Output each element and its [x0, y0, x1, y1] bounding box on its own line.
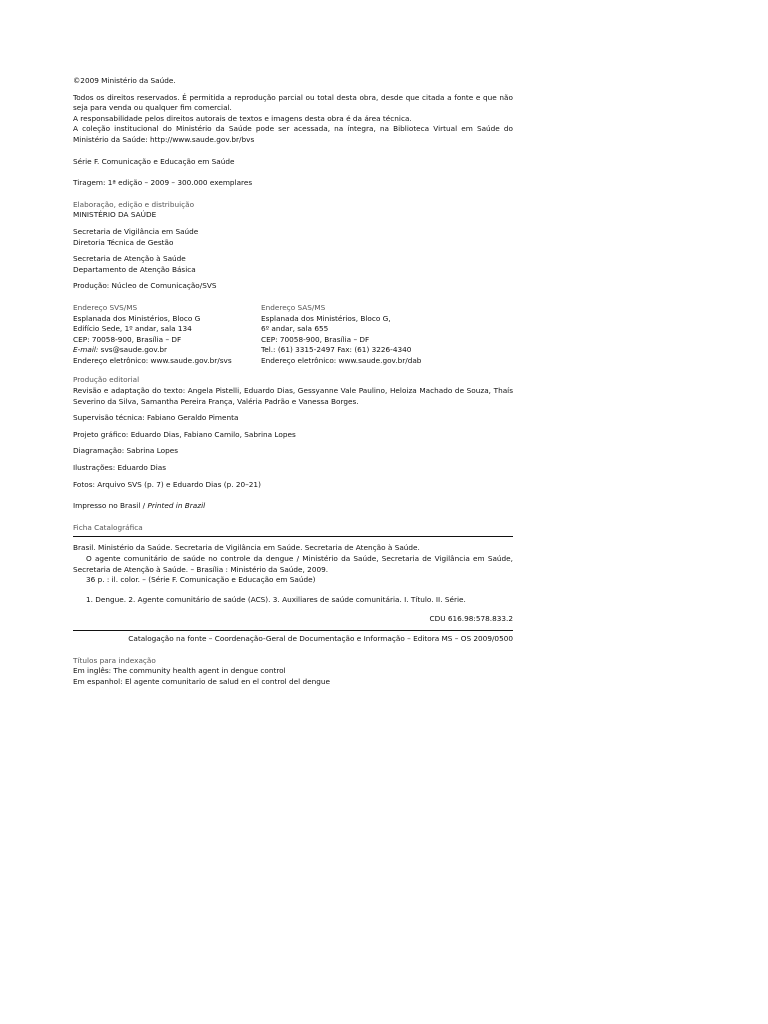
titulos-heading: Títulos para indexação: [73, 655, 156, 665]
secretaria-sas: Secretaria de Atenção à Saúde: [73, 254, 186, 264]
diagramacao-line: Diagramação: Sabrina Lopes: [73, 446, 179, 456]
address-svs-email: [73, 345, 261, 356]
address-svs-web: Endereço eletrônico: www.saude.gov.br/svs: [73, 355, 232, 365]
departamento-atencao-basica: Departamento de Atenção Básica: [73, 264, 196, 274]
catalogacao-line: Catalogação na fonte – Coordenação-Geral de Documentação e Informação – Editora MS – OS 2009/0500: [128, 633, 513, 643]
address-sas-web: Endereço eletrônico: www.saude.gov.br/dab: [261, 355, 422, 365]
copyright-line: ©2009 Ministério da Saúde.: [73, 76, 176, 85]
address-svs-line: CEP: 70058-900, Brasília – DF: [73, 334, 182, 344]
impresso-en: Printed in Brazil: [147, 501, 206, 511]
address-svs-line: Esplanada dos Ministérios, Bloco G: [73, 313, 201, 323]
ficha-cdu: CDU 616.98:578.833.2: [429, 614, 513, 624]
ficha-bottom-rule: [73, 630, 513, 631]
address-sas-heading: Endereço SAS/MS: [261, 302, 326, 312]
titulo-espanhol: Em espanhol: El agente comunitario de salud en el control del dengue: [73, 676, 330, 686]
tiragem-line: Tiragem: 1ª edição – 2009 – 300.000 exemplares: [73, 178, 253, 188]
address-sas-line: 6º andar, sala 655: [261, 324, 329, 334]
address-sas-line: Tel.: (61) 3315-2497 Fax: (61) 3226-4340: [261, 345, 412, 355]
elaboracao-heading: Elaboração, edição e distribuição: [73, 199, 195, 209]
addresses-block: [73, 303, 513, 367]
address-svs-line: Edifício Sede, 1º andar, sala 134: [73, 324, 192, 334]
ficha-heading: Ficha Catalográfica: [73, 522, 143, 532]
ficha-top-rule: [73, 536, 513, 537]
ficha-catalografica: [73, 543, 513, 625]
projeto-grafico-line: Projeto gráfico: Eduardo Dias, Fabiano Camilo, Sabrina Lopes: [73, 429, 296, 439]
rights-paragraph-3: A coleção institucional do Ministério da Saúde pode ser acessada, na íntegra, na Biblioteca Virtual em Saúde do Ministério da Saúde: http://www.saude.gov.br/bvs: [73, 124, 513, 144]
supervisao-line: Supervisão técnica: Fabiano Geraldo Pimenta: [73, 413, 239, 423]
copyright-page-content: [73, 76, 513, 687]
impresso-line: [73, 501, 513, 512]
impresso-pt: Impresso no Brasil /: [73, 501, 148, 511]
series-line: Série F. Comunicação e Educação em Saúde: [73, 156, 235, 166]
org-name: MINISTÉRIO DA SAÚDE: [73, 210, 157, 220]
ficha-entry-main: Brasil. Ministério da Saúde. Secretaria de Vigilância em Saúde. Secretaria de Atenção à Saúde.: [73, 543, 420, 553]
ilustracoes-line: Ilustrações: Eduardo Dias: [73, 463, 167, 473]
address-svs-heading: Endereço SVS/MS: [73, 302, 138, 312]
rights-paragraph-1: Todos os direitos reservados. É permitida a reprodução parcial ou total desta obra, desde que citada a fonte e que não seja para venda ou qualquer fim comercial.: [73, 92, 513, 113]
email-value: svs@saude.gov.br: [98, 345, 168, 355]
address-sas-line: CEP: 70058-900, Brasília – DF: [261, 334, 370, 344]
revisao-line: Revisão e adaptação do texto: Angela Pistelli, Eduardo Dias, Gessyanne Vale Paulino, Heloiza Machado de Souza, Thaís Severino da Silva, Samantha Pereira França, Valéria Padrão e Vanessa Borges.: [73, 386, 513, 406]
rights-paragraph-2: A responsabilidade pelos direitos autorais de textos e imagens desta obra é da área técnica.: [73, 113, 412, 123]
secretaria-svs: Secretaria de Vigilância em Saúde: [73, 226, 199, 236]
address-sas: [261, 303, 513, 367]
address-svs: [73, 303, 261, 367]
producao-line: Produção: Núcleo de Comunicação/SVS: [73, 281, 217, 291]
ficha-entry-title: O agente comunitário de saúde no controle da dengue / Ministério da Saúde, Secretaria de Vigilância em Saúde, Secretaria de Atenção à Saúde. – Brasília : Ministério da Saúde, 2009.: [73, 554, 513, 574]
fotos-line: Fotos: Arquivo SVS (p. 7) e Eduardo Dias (p. 20–21): [73, 479, 261, 489]
titulo-ingles: Em inglês: The community health agent in dengue control: [73, 666, 286, 676]
address-sas-line: Esplanada dos Ministérios, Bloco G,: [261, 313, 391, 323]
ficha-subjects: 1. Dengue. 2. Agente comunitário de saúde (ACS). 3. Auxiliares de saúde comunitária. I. Título. II. Série.: [86, 594, 466, 604]
email-label: E-mail:: [73, 345, 99, 355]
producao-editorial-heading: Produção editorial: [73, 375, 140, 385]
ficha-entry-pages: 36 p. : il. color. – (Série F. Comunicação e Educação em Saúde): [86, 575, 316, 585]
diretoria-gestao: Diretoria Técnica de Gestão: [73, 237, 174, 247]
